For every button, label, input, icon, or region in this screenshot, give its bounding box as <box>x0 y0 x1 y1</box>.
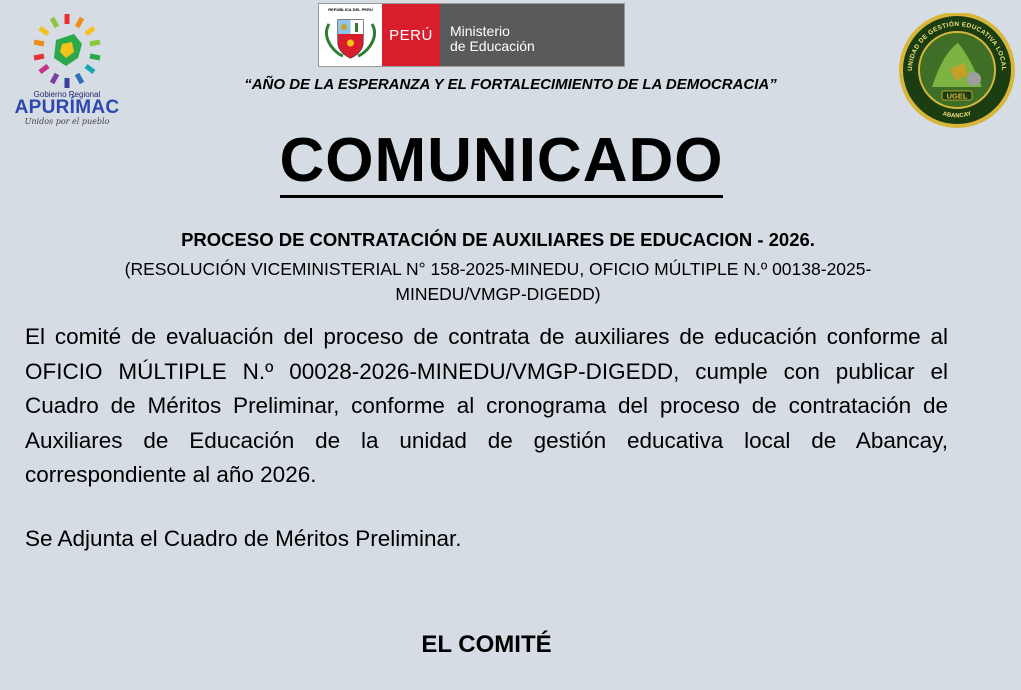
ministry-line-1: Ministerio <box>450 23 510 39</box>
peru-label: PERÚ <box>382 4 440 66</box>
page-title-text: COMUNICADO <box>280 126 724 198</box>
regional-logo-name: APURÍMAC <box>14 97 120 118</box>
process-subtitle: PROCESO DE CONTRATACIÓN DE AUXILIARES DE EDUCACION - 2026. <box>181 229 815 250</box>
signature: EL COMITÉ <box>421 631 552 658</box>
attachment-note: Se Adjunta el Cuadro de Méritos Preliminar. <box>25 526 462 551</box>
regional-logo-small-text: Gobierno Regional <box>33 90 101 99</box>
seal-center-text: UGEL <box>946 91 968 101</box>
ministry-name <box>440 4 624 66</box>
shield-caption: REPÚBLICA DEL PERÚ <box>328 7 373 12</box>
ministry-banner <box>318 3 625 67</box>
peru-coat-of-arms <box>319 4 382 66</box>
seal-top-text: UNIDAD DE GESTIÓN EDUCATIVA LOCAL <box>906 20 1008 72</box>
body-paragraph: El comité de evaluación del proceso de contrata de auxiliares de educación conforme al OFICIO MÚLTIPLE N.º 00028-2026-MINEDU/VMGP-DIGEDD, cumple con publicar el Cuadro de Méritos Preliminar, conforme al cronograma del proceso de contratación de Auxiliares de Educación de la unidad de gestión educativa local de Abancay, correspondiente al año 2026. <box>25 324 948 487</box>
page-title <box>0 124 1003 198</box>
seal-bottom-text: ABANCAY <box>941 111 973 120</box>
resolution-reference: (RESOLUCIÓN VICEMINISTERIAL N° 158-2025-MINEDU, OFICIO MÚLTIPLE N.º 00138-2025-MINEDU/VMGP-DIGEDD) <box>124 259 872 304</box>
year-motto: “AÑO DE LA ESPERANZA Y EL FORTALECIMIENTO DE LA DEMOCRACIA” <box>244 76 777 93</box>
ugel-seal-icon <box>898 13 1016 128</box>
coat-of-arms-icon <box>319 4 382 66</box>
ministry-line-2: de Educación <box>450 38 535 54</box>
regional-logo-motto: Unidos por el pueblo <box>24 117 110 126</box>
